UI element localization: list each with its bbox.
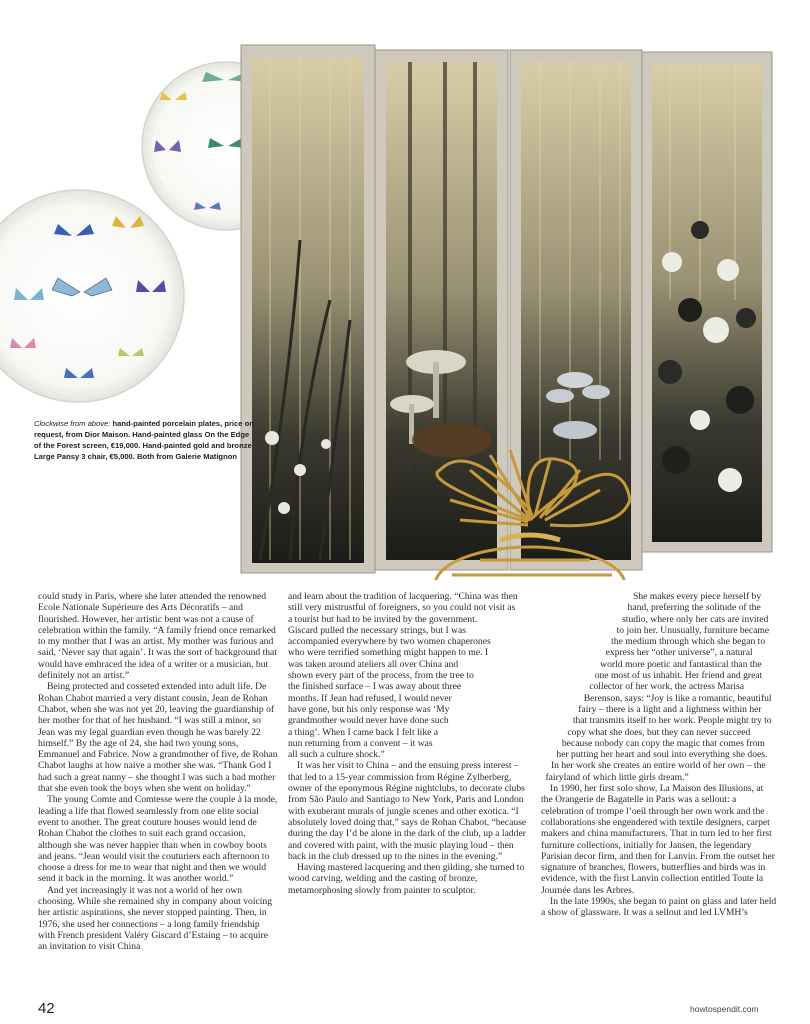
paragraph: The young Comte and Comtesse were the couple à la mode, leading a life that flowed seamlessly from one elite social event to another. The great couture houses would lend de Rohan Chabot the clothes to suit each grand occasion, although she was never happier than when in cowboy boots and jeans. “Jean would visit the couturiers each afternoon to choose a dress for me to wear that night and then we would send it back in the morning. It was another world.” bbox=[38, 794, 278, 885]
porcelain-plate-large bbox=[0, 190, 184, 402]
paragraph: Being protected and cosseted extended into adult life. De Rohan Chabot married a very distant cousin, Jean de Rohan Chabot, when she was not yet 20, leaving the guardianship of her mother for that of her husband. “I was still a minor, so Jean was my legal guardian even though he was barely 22 himself.” By the age of 24, she had two young sons, Emmanuel and Fabrice. Now a grandmother of five, de Rohan Chabot laughs at how naive a mother she was. “Thank God I had such a great nanny – she thought I was such a bad mother that she even took the boys when she went on holiday.” bbox=[38, 681, 278, 795]
paragraph: And yet increasingly it was not a world of her own choosing. While she remained shy in company about voicing her artistic aspirations, she never stopped painting. Then, in 1976, she used her connections – a long family friendship with French president Valéry Giscard d’Estaing – to acquire an invitation to visit China bbox=[38, 884, 273, 953]
paragraph: She makes every piece herself by hand, preferring the solitude of the studio, where only her cats are invited to join her. Unusually, furniture became the medium through which she began to express her “other universe”, a natural world more poetic and fantastical than the one most of us inhabit. Her friend and great collector of her work, the actress Marisa Berenson, says: “Joy is like a romantic, beautiful fairy – there is a light and a lightness within her that transmits itself to her work. People might try to copy what she does, but they can never succeed because nobody can copy the magic that comes from her putting her heart and soul into everything she does. In her work she creates an entire world of her own – the fairyland of which little girls dream.” bbox=[545, 591, 772, 783]
screen-panel-3 bbox=[510, 50, 642, 570]
article-column-1 bbox=[38, 591, 278, 953]
caption-lead: Clockwise from above: bbox=[34, 419, 111, 428]
page-number: 42 bbox=[38, 1000, 55, 1017]
paragraph: In the late 1990s, she began to paint on glass and later held a show of glassware. It was a sellout and led LVMH’s bbox=[541, 896, 777, 919]
paragraph: and learn about the tradition of lacquering. “China was then still very mistrustful of foreigners, so you could not visit as a tourist but had to be invited by the government. Giscard pulled the necessary strings, but I was accompanied everywhere by two women chaperones who were terrified something might happen to me. I was taken around ateliers all over China and shown every part of the process, from the tree to the finished surface – I was away about three months. If Jean had refused, I would never have gone, but his only response was ‘My grandmother would never have done such a thing’. When I came back I felt like a nun returning from a convent – it was all such a culture shock.” bbox=[288, 591, 518, 761]
screen-panel-2 bbox=[375, 50, 508, 570]
paragraph: In 1990, her first solo show, La Maison des Illusions, at the Orangerie de Bagatelle in Paris was a sellout: a celebration of trompe l’oeil through her own work and the collaborations she engendered with textile designers, carpet makers and china manufacturers. That in turn led to her first furniture collections, initially for Jansen, the legendary Parisian decor firm, and then for Lanvin. From the outset her signature of branches, flowers, butterflies and birds was in evidence, with the first Lanvin collection entitled Toute la Journée dans les Arbres. bbox=[541, 783, 775, 896]
article-column-3 bbox=[541, 591, 777, 919]
paragraph: could study in Paris, where she later attended the renowned Ecole Nationale Supérieure des Arts Décoratifs – and flourished. However, her artistic bent was not a cause of celebration within the family. “A family friend once remarked to my mother that I was an artist. My mother was furious and said, ‘Never say that again’. It was the sort of background that would have embraced the idea of a writer or a musician, but definitely not an artist.” bbox=[38, 591, 277, 682]
paragraph: Having mastered lacquering and then gilding, she turned to wood carving, welding and the casting of bronze, metamorphosing slowly from painter to sculptor. bbox=[288, 862, 525, 896]
caption-text: hand-painted porcelain plates, price on request, from Dior Maison. Hand-painted glass On the Edge of the Forest screen, €19,000. Hand-painted gold and bronze Large Pansy 3 chair, €5,000. Both from Galerie Matignon bbox=[34, 419, 254, 461]
folding-screen bbox=[241, 45, 772, 573]
screen-panel-1 bbox=[241, 45, 375, 573]
paragraph: It was her visit to China – and the ensuing press interest – that led to a 15-year commission from Régine Zylberberg, owner of the eponymous Régine nightclubs, to decorate clubs from São Paulo and Santiago to New York, Paris and London with exuberant murals of jungle scenes and other exotica. “I absolutely loved doing that,” says de Rohan Chabot, “because during the day I’d be alone in the dark of the club, up a ladder and covered with paint, with the music playing loud – then back in the club dressed up to the nines in the evening.” bbox=[288, 760, 527, 862]
photo-caption bbox=[34, 418, 254, 462]
screen-panel-4 bbox=[642, 52, 772, 552]
site-url: howtospendit.com bbox=[690, 1004, 759, 1014]
article-column-2 bbox=[288, 591, 528, 896]
